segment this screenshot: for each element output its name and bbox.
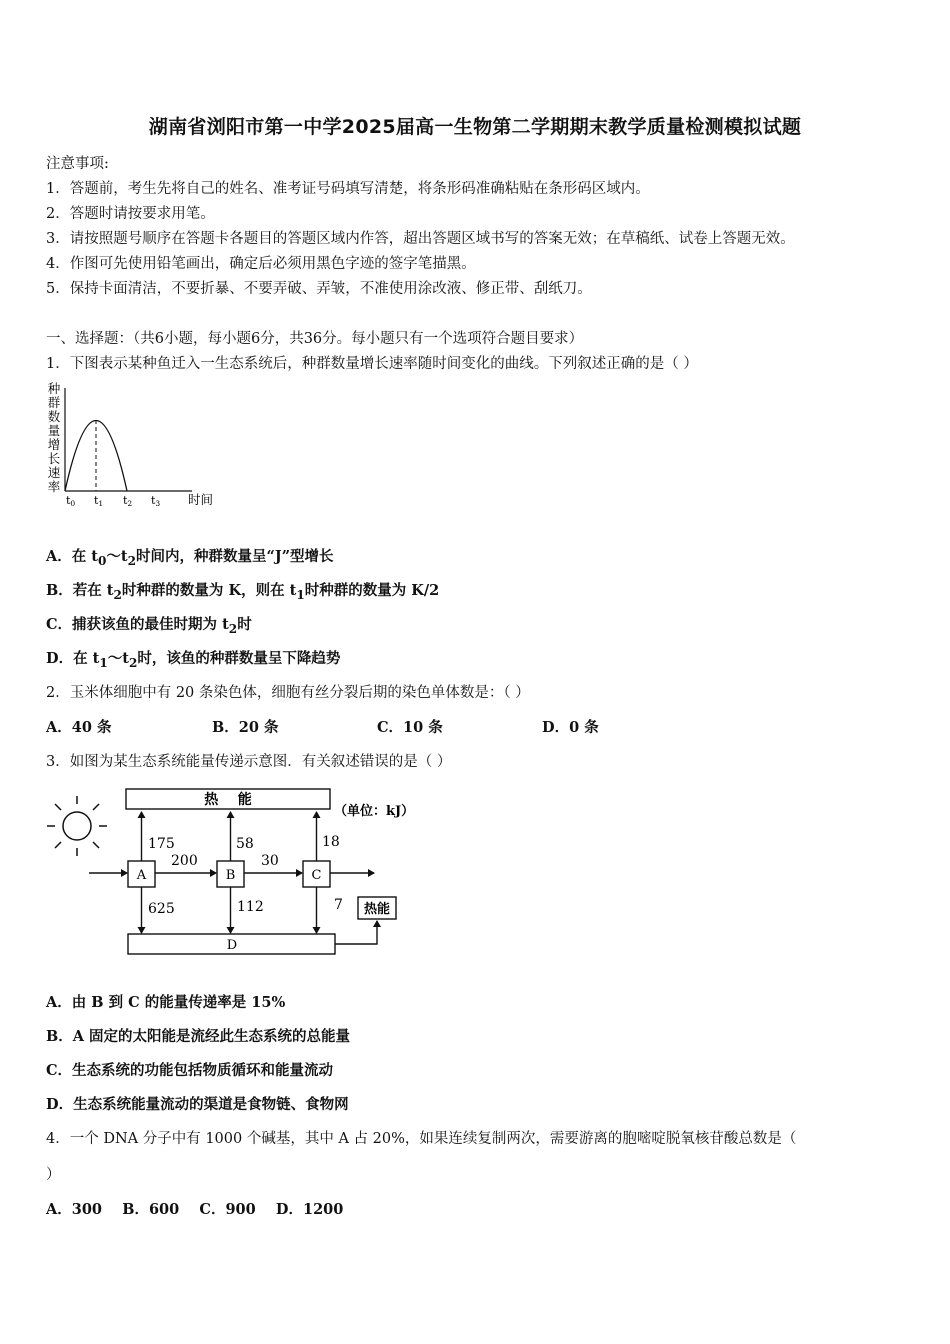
ylabel-char: 群 (47, 395, 61, 410)
q4-stem-end: ） (46, 1167, 61, 1183)
q3-option-c[interactable]: C．生态系统的功能包括物质循环和能量流动 (46, 1062, 334, 1079)
notice-item-2: 2．答题时请按要求用笔。 (46, 206, 215, 222)
q1-option-d[interactable]: D．在 $t_1\sim t_2$时，该鱼的种群数量呈下降趋势 (46, 650, 341, 670)
q4-options[interactable]: A．300 B．600 C．900 D．1200 (46, 1201, 344, 1218)
q2-option-c[interactable]: C．10 条 (377, 719, 443, 736)
heat-small-label: 热能 (363, 902, 391, 917)
notice-item-3: 3．请按照题号顺序在答题卡各题目的答题区域内作答，超出答题区域书写的答案无效；在草稿纸、试卷上答题无效。 (46, 231, 795, 247)
q3-option-a[interactable]: A．由 B 到 C 的能量传递率是 15% (46, 994, 286, 1011)
sun-icon (47, 796, 107, 856)
value-label: 200 (171, 853, 198, 869)
value-label: 112 (237, 899, 264, 915)
tick-label-t0: t0 (66, 494, 76, 508)
ylabel-char: 种 (47, 381, 61, 396)
node-b-label: B (225, 868, 236, 883)
q3-option-b[interactable]: B．A 固定的太阳能是流经此生态系统的总能量 (46, 1028, 351, 1045)
notice-item-5: 5．保持卡面清洁，不要折暴、不要弄破、弄皱，不准使用涂改液、修正带、刮纸刀。 (46, 281, 592, 297)
value-label: 58 (236, 836, 254, 852)
value-label: 30 (261, 853, 279, 869)
q1-option-b[interactable]: B．若在 $t_2$时种群的数量为 K，则在 $t_1$时种群的数量为 K/2 (46, 582, 440, 602)
q2-stem: 2．玉米体细胞中有 20 条染色体，细胞有丝分裂后期的染色单体数是：（ ） (46, 685, 530, 701)
ylabel-char: 速 (47, 465, 61, 480)
ylabel-char: 量 (47, 423, 61, 438)
q1-option-c[interactable]: C．捕获该鱼的最佳时期为 $t_2$时 (46, 616, 252, 636)
q3-stem: 3．如图为某生态系统能量传递示意图．有关叙述错误的是（ ） (46, 754, 452, 770)
node-a-label: A (136, 868, 147, 883)
y-axis-label (48, 381, 61, 494)
node-d-label: D (226, 938, 238, 953)
ylabel-char: 数 (47, 409, 61, 424)
tick-label-t2: t2 (123, 494, 133, 508)
arrow-d-to-heat (335, 921, 377, 944)
notice-item-4: 4．作图可先使用铅笔画出，确定后必须用黑色字迹的签字笔描黑。 (46, 256, 476, 272)
notice-heading: 注意事项: (46, 156, 109, 172)
ylabel-char: 率 (47, 479, 61, 494)
q2-option-d[interactable]: D．0 条 (542, 719, 599, 736)
q1-option-a[interactable]: A．在 $t_0\sim t_2$时间内，种群数量呈“J”型增长 (46, 548, 334, 568)
value-label: 625 (148, 901, 175, 917)
value-label: 7 (334, 897, 343, 913)
notice-item-1: 1．答题前，考生先将自己的姓名、准考证号码填写清楚，将条形码准确粘贴在条形码区域内。 (46, 181, 650, 197)
unit-label: （单位：kJ） (334, 804, 415, 819)
q2-option-b[interactable]: B．20 条 (212, 719, 279, 736)
value-label: 18 (322, 834, 340, 850)
exam-title: 湖南省浏阳市第一中学2025届高一生物第二学期期末教学质量检测模拟试题 (148, 116, 802, 138)
q3-energy-flow-figure (44, 782, 444, 962)
q4-stem: 4．一个 DNA 分子中有 1000 个碱基，其中 A 占 20%，如果连续复制两次，需要游离的胞嘧啶脱氧核苷酸总数是（ (46, 1131, 797, 1147)
heat-top-label: 热 能 (204, 792, 252, 808)
value-label: 175 (148, 836, 175, 852)
q1-stem: 1．下图表示某种鱼迁入一生态系统后，种群数量增长速率随时间变化的曲线。下列叙述正确的是（ ） (46, 356, 698, 372)
q3-option-d[interactable]: D．生态系统能量流动的渠道是食物链、食物网 (46, 1096, 349, 1113)
section-heading: 一、选择题：（共6小题，每小题6分，共36分。每小题只有一个选项符合题目要求） (46, 331, 584, 347)
x-axis-label: 时间 (188, 492, 214, 507)
ylabel-char: 增 (47, 437, 61, 452)
tick-label-t1: t1 (94, 494, 104, 508)
ylabel-char: 长 (47, 451, 61, 466)
node-c-label: C (311, 868, 322, 883)
q1-growth-rate-figure (44, 380, 234, 512)
q2-option-a[interactable]: A．40 条 (46, 719, 112, 736)
tick-label-t3: t3 (151, 494, 161, 508)
